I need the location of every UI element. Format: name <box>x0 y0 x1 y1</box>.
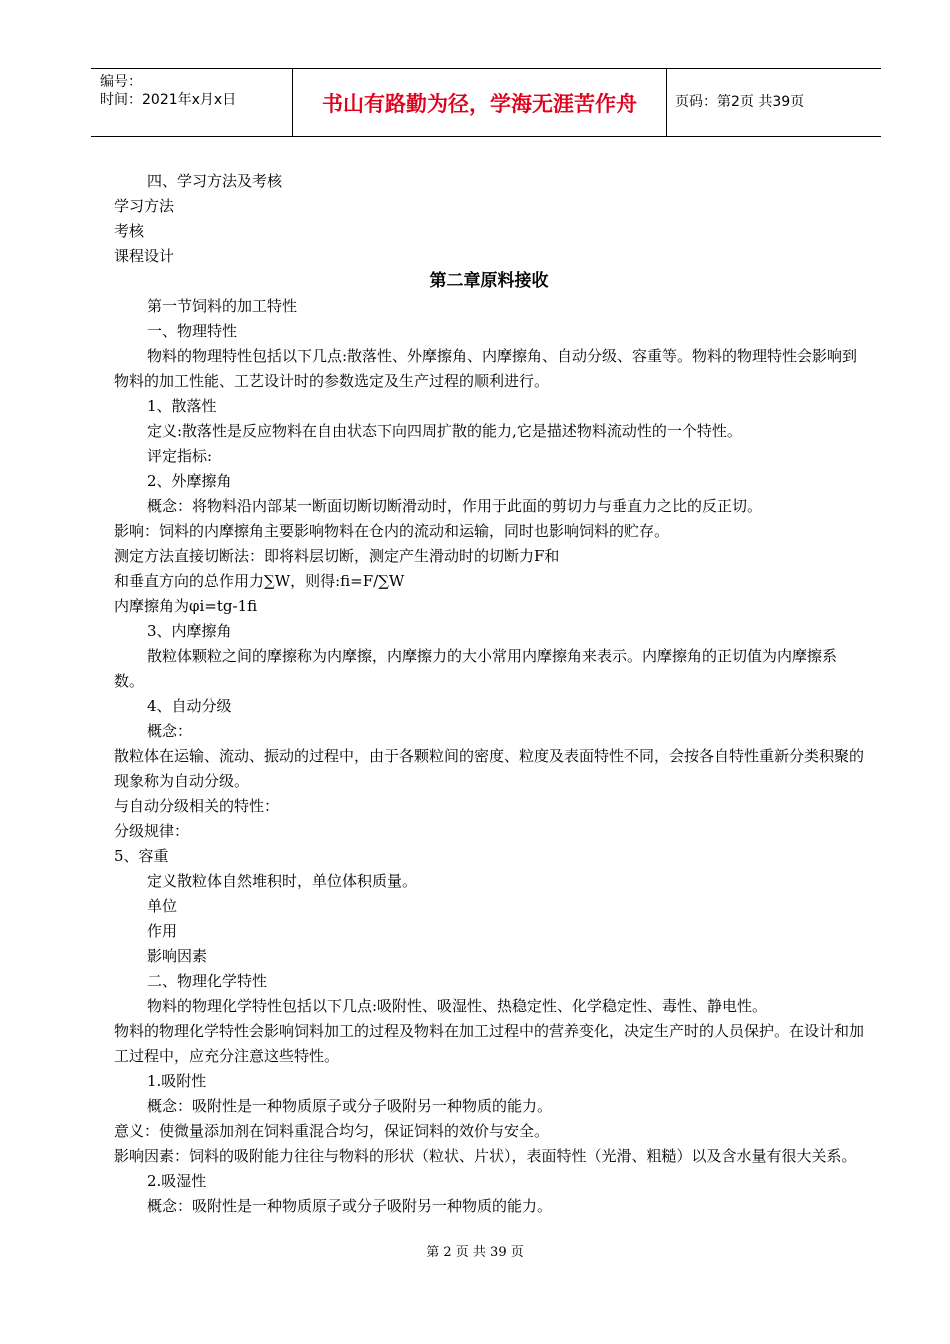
paragraph: 散粒体颗粒之间的摩擦称为内摩擦，内摩擦力的大小常用内摩擦角来表示。内摩擦角的正切值为内摩擦系数。 <box>114 647 838 690</box>
header-motto-cell <box>292 69 667 136</box>
document-body <box>114 169 864 1219</box>
paragraph: 物料的物理化学特性会影响饲料加工的过程及物料在加工过程中的营养变化，决定生产时的人员保护。在设计和加工过程中，应充分注意这些特性。 <box>114 1022 865 1065</box>
paragraph: 评定指标: <box>147 447 213 465</box>
header-meta-cell <box>91 69 292 136</box>
paragraph: 分级规律： <box>114 822 190 840</box>
page-footer: 第 2 页 共 39 页 <box>426 1245 524 1260</box>
paragraph: 作用 <box>147 922 178 940</box>
paragraph: 意义：使微量添加剂在饲料重混合均匀，保证饲料的效价与安全。 <box>114 1122 550 1140</box>
paragraph: 一、物理特性 <box>147 322 238 340</box>
paragraph: 学习方法 <box>114 197 175 215</box>
paragraph: 2、外摩擦角 <box>147 472 232 490</box>
paragraph: 考核 <box>114 222 145 240</box>
paragraph: 影响因素：饲料的吸附能力往往与物料的形状（粒状、片状），表面特性（光滑、粗糙）以及含水量有很大关系。 <box>114 1147 857 1165</box>
paragraph: 概念：将物料沿内部某一断面切断切断滑动时，作用于此面的剪切力与垂直力之比的反正切。 <box>147 497 763 515</box>
paragraph: 影响因素 <box>147 947 208 965</box>
page-header <box>91 68 881 137</box>
paragraph: 3、内摩擦角 <box>147 622 232 640</box>
header-page-info: 页码：第2页 共39页 <box>675 94 805 110</box>
paragraph: 内摩擦角为φi=tg-1fi <box>114 597 258 615</box>
paragraph: 二、物理化学特性 <box>147 972 268 990</box>
paragraph: 2.吸湿性 <box>147 1172 207 1190</box>
paragraph: 5、容重 <box>114 847 169 865</box>
paragraph: 概念：吸附性是一种物质原子或分子吸附另一种物质的能力。 <box>147 1197 553 1215</box>
paragraph: 测定方法直接切断法：即将料层切断，测定产生滑动时的切断力F和 <box>114 547 560 565</box>
paragraph: 定义散粒体自然堆积时，单位体积质量。 <box>147 872 418 890</box>
paragraph: 4、自动分级 <box>147 697 232 715</box>
paragraph: 1.吸附性 <box>147 1072 207 1090</box>
paragraph: 与自动分级相关的特性： <box>114 797 280 815</box>
paragraph: 单位 <box>147 897 178 915</box>
paragraph: 课程设计 <box>114 247 175 265</box>
paragraph: 物料的物理化学特性包括以下几点:吸附性、吸湿性、热稳定性、化学稳定性、毒性、静电性。 <box>147 997 768 1015</box>
paragraph: 第一节饲料的加工特性 <box>147 297 298 315</box>
header-time-label: 时间：2021年x月x日 <box>100 92 237 108</box>
paragraph: 影响：饲料的内摩擦角主要影响物料在仓内的流动和运输，同时也影响饲料的贮存。 <box>114 522 670 540</box>
header-page-cell <box>666 69 881 136</box>
paragraph: 定义:散落性是反应物料在自由状态下向四周扩散的能力,它是描述物料流动性的一个特性。 <box>147 422 742 440</box>
chapter-heading: 第二章原料接收 <box>429 271 549 291</box>
paragraph: 1、散落性 <box>147 397 217 415</box>
paragraph: 概念： <box>147 722 193 740</box>
paragraph: 和垂直方向的总作用力∑W，则得:fi=F/∑W <box>114 572 405 590</box>
header-motto: 书山有路勤为径，学海无涯苦作舟 <box>322 92 637 116</box>
header-code-label: 编号： <box>100 74 142 90</box>
paragraph: 散粒体在运输、流动、振动的过程中，由于各颗粒间的密度、粒度及表面特性不同，会按各自特性重新分类积聚的现象称为自动分级。 <box>114 747 865 790</box>
paragraph: 物料的物理特性包括以下几点:散落性、外摩擦角、内摩擦角、自动分级、容重等。物料的物理特性会影响到物料的加工性能、工艺设计时的参数选定及生产过程的顺利进行。 <box>114 347 858 390</box>
paragraph: 四、学习方法及考核 <box>147 172 283 190</box>
paragraph: 概念：吸附性是一种物质原子或分子吸附另一种物质的能力。 <box>147 1097 553 1115</box>
